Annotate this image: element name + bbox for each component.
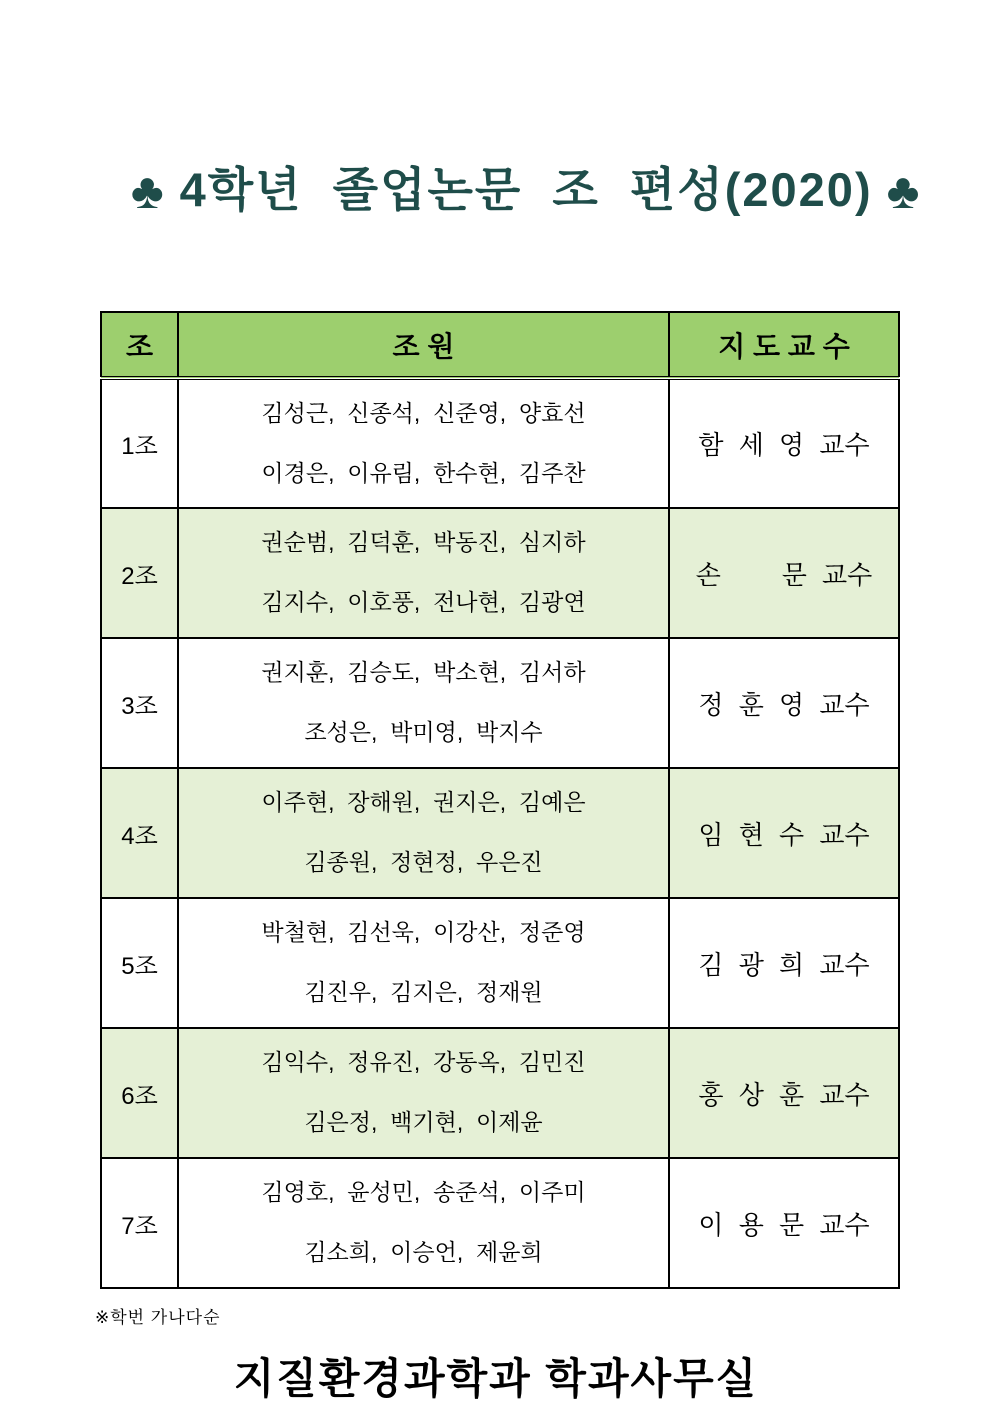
table-row [101, 638, 899, 768]
column-header-professor: 지 도 교 수 [669, 312, 899, 378]
table-row [101, 1028, 899, 1158]
group-number-cell: 2조 [101, 508, 178, 638]
members-line-2: 조성은, 박미영, 박지수 [304, 719, 543, 745]
table-row [101, 508, 899, 638]
members-line-1: 김영호, 윤성민, 송준석, 이주미 [261, 1179, 586, 1206]
members-line-1: 김익수, 정유진, 강동옥, 김민진 [261, 1049, 586, 1076]
group-number-cell: 3조 [101, 638, 178, 768]
members-line-1: 박철현, 김선욱, 이강산, 정준영 [261, 919, 586, 946]
members-line-1: 권순범, 김덕훈, 박동진, 심지하 [261, 529, 586, 556]
professor-cell: 함 세 영 교수 [669, 378, 899, 508]
members-line-1: 권지훈, 김승도, 박소현, 김서하 [261, 659, 586, 686]
members-line-2: 이경은, 이유림, 한수현, 김주찬 [261, 459, 586, 486]
column-header-group: 조 [101, 312, 178, 378]
professor-cell: 김 광 희 교수 [669, 898, 899, 1028]
club-suit-icon-left: ♣ [130, 163, 166, 219]
group-number-cell: 6조 [101, 1028, 178, 1158]
roster-table-container [100, 311, 898, 1289]
page-title [0, 0, 992, 275]
members-cell [178, 1158, 669, 1288]
group-number-cell: 7조 [101, 1158, 178, 1288]
members-cell [178, 1028, 669, 1158]
members-line-1: 이주현, 장해원, 권지은, 김예은 [261, 789, 586, 816]
members-cell [178, 898, 669, 1028]
department-office-signature: 지질환경과학과 학과사무실 [233, 1355, 759, 1402]
members-line-2: 김은정, 백기현, 이제윤 [304, 1109, 543, 1135]
members-line-2: 김지수, 이호풍, 전나현, 김광연 [261, 589, 586, 615]
table-row [101, 768, 899, 898]
members-cell [178, 768, 669, 898]
table-row [101, 1158, 899, 1288]
members-cell [178, 508, 669, 638]
members-line-2: 김소희, 이승언, 제윤희 [304, 1239, 543, 1265]
professor-cell: 정 훈 영 교수 [669, 638, 899, 768]
professor-cell: 이 용 문 교수 [669, 1158, 899, 1288]
table-body [101, 378, 899, 1288]
members-cell [178, 378, 669, 508]
professor-cell: 임 현 수 교수 [669, 768, 899, 898]
members-line-2: 김종원, 정현정, 우은진 [304, 849, 543, 875]
club-suit-icon-right: ♣ [886, 163, 922, 219]
column-header-members: 조 원 [178, 312, 669, 378]
table-row [101, 898, 899, 1028]
professor-cell: 손 문 교수 [669, 508, 899, 638]
page-title-text: 4학년 졸업논문 조 편성(2020) [179, 163, 873, 216]
table-row [101, 378, 899, 508]
group-number-cell: 1조 [101, 378, 178, 508]
members-line-1: 김성근, 신종석, 신준영, 양효선 [261, 399, 586, 426]
group-number-cell: 4조 [101, 768, 178, 898]
table-header [101, 312, 899, 378]
members-line-2: 김진우, 김지은, 정재원 [304, 979, 543, 1005]
members-cell [178, 638, 669, 768]
group-number-cell: 5조 [101, 898, 178, 1028]
sort-order-footnote: ※학번 가나다순 [95, 1308, 221, 1327]
professor-cell: 홍 상 훈 교수 [669, 1028, 899, 1158]
thesis-group-table [100, 311, 900, 1289]
